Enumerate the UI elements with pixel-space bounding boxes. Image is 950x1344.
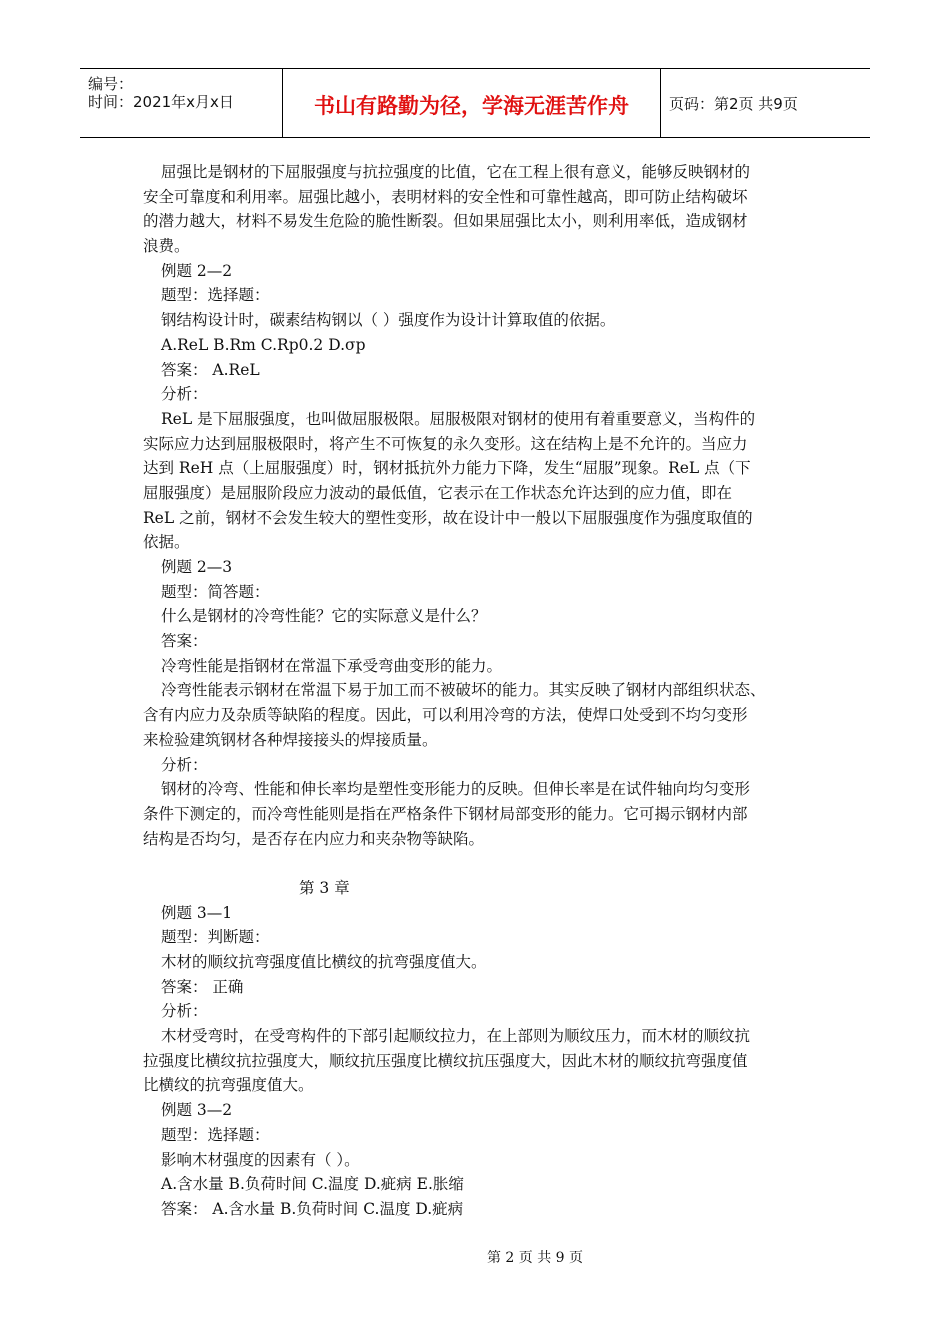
text-line: 安全可靠度和利用率。屈强比越小，表明材料的安全性和可靠性越高，即可防止结构破坏 xyxy=(143,187,748,206)
text-line: ReL 是下屈服强度，也叫做屈服极限。屈服极限对钢材的使用有着重要意义，当构件的 xyxy=(161,409,756,428)
text-line: 题型：判断题： xyxy=(161,928,270,947)
header-motto-cell xyxy=(283,69,661,137)
text-line: 冷弯性能是指钢材在常温下承受弯曲变形的能力。 xyxy=(161,656,503,675)
text-line: 例题 2—2 xyxy=(161,261,233,280)
text-line: 题型：选择题： xyxy=(161,1125,270,1144)
text-line: 浪费。 xyxy=(143,237,190,256)
text-line: A.含水量 B.负荷时间 C.温度 D.疵病 E.胀缩 xyxy=(161,1175,464,1194)
page-label: 页码：第2页 共9页 xyxy=(669,94,798,113)
text-line: 分析： xyxy=(161,1002,208,1021)
text-line: A.ReL B.Rm C.Rp0.2 D.σp xyxy=(161,335,366,354)
page-footer: 第 2 页 共 9 页 xyxy=(486,1250,584,1266)
text-line: 题型：选择题： xyxy=(161,286,270,305)
text-line: 什么是钢材的冷弯性能？它的实际意义是什么？ xyxy=(161,607,487,626)
chapter-title: 第 3 章 xyxy=(299,878,350,897)
serial-label: 编号： xyxy=(88,75,134,93)
spacer xyxy=(143,851,811,876)
text-line: 比横纹的抗弯强度值大。 xyxy=(143,1076,314,1095)
text-line: 题型：简答题： xyxy=(161,582,270,601)
text-line: 答案： A.含水量 B.负荷时间 C.温度 D.疵病 xyxy=(161,1199,464,1218)
chapter-3-section xyxy=(143,901,811,1222)
text-line: 拉强度比横纹抗拉强度大，顺纹抗压强度比横纹抗压强度大，因此木材的顺纹抗弯强度值 xyxy=(143,1051,748,1070)
chapter-2-section xyxy=(143,160,811,851)
text-line: 例题 3—2 xyxy=(161,1101,233,1120)
text-line: 分析： xyxy=(161,385,208,404)
header-meta xyxy=(80,69,283,137)
text-line: 分析： xyxy=(161,755,208,774)
text-line: 依据。 xyxy=(143,533,190,552)
text-line: 木材的顺纹抗弯强度值比横纹的抗弯强度值大。 xyxy=(161,953,487,971)
text-line: 达到 ReH 点（上屈服强度）时，钢材抵抗外力能力下降，发生“屈服”现象。ReL 点（下 xyxy=(143,459,751,478)
text-line: 答案： xyxy=(161,632,208,651)
motto: 书山有路勤为径，学海无涯苦作舟 xyxy=(314,94,629,118)
text-line: 屈服强度）是屈服阶段应力波动的最低值，它表示在工作状态允许达到的应力值，即在 xyxy=(143,483,733,502)
text-line: 木材受弯时，在受弯构件的下部引起顺纹拉力，在上部则为顺纹压力，而木材的顺纹抗 xyxy=(161,1027,751,1046)
text-line: 冷弯性能表示钢材在常温下易于加工而不被破坏的能力。其实反映了钢材内部组织状态、 xyxy=(161,681,766,700)
text-line: 答案： 正确 xyxy=(161,977,244,996)
text-line: 来检验建筑钢材各种焊接接头的焊接质量。 xyxy=(143,730,438,749)
page-header xyxy=(80,68,870,138)
text-line: 钢结构设计时，碳素结构钢以（ ）强度作为设计计算取值的依据。 xyxy=(161,311,616,330)
text-line: 影响木材强度的因素有（ ）。 xyxy=(161,1150,360,1169)
text-line: 含有内应力及杂质等缺陷的程度。因此，可以利用冷弯的方法，使焊口处受到不均匀变形 xyxy=(143,706,748,725)
text-line: 实际应力达到屈服极限时，将产生不可恢复的永久变形。这在结构上是不允许的。当应力 xyxy=(143,434,748,453)
text-line: 条件下测定的，而冷弯性能则是指在严格条件下钢材局部变形的能力。它可揭示钢材内部 xyxy=(143,804,748,823)
text-line: 屈强比是钢材的下屈服强度与抗拉强度的比值，它在工程上很有意义，能够反映钢材的 xyxy=(161,163,751,181)
text-line: ReL 之前，钢材不会发生较大的塑性变形，故在设计中一般以下屈服强度作为强度取值的 xyxy=(143,508,753,527)
text-line: 的潜力越大，材料不易发生危险的脆性断裂。但如果屈强比太小，则利用率低，造成钢材 xyxy=(143,212,748,231)
text-line: 例题 3—1 xyxy=(161,903,233,922)
text-line: 钢材的冷弯、性能和伸长率均是塑性变形能力的反映。但伸长率是在试件轴向均匀变形 xyxy=(161,780,751,799)
text-line: 例题 2—3 xyxy=(161,558,233,576)
date-label: 时间：2021年x月x日 xyxy=(88,93,234,111)
text-line: 答案： A.ReL xyxy=(161,360,260,379)
header-page-cell xyxy=(661,69,870,137)
text-line: 结构是否均匀，是否存在内应力和夹杂物等缺陷。 xyxy=(143,829,485,848)
document-body xyxy=(143,160,811,1222)
